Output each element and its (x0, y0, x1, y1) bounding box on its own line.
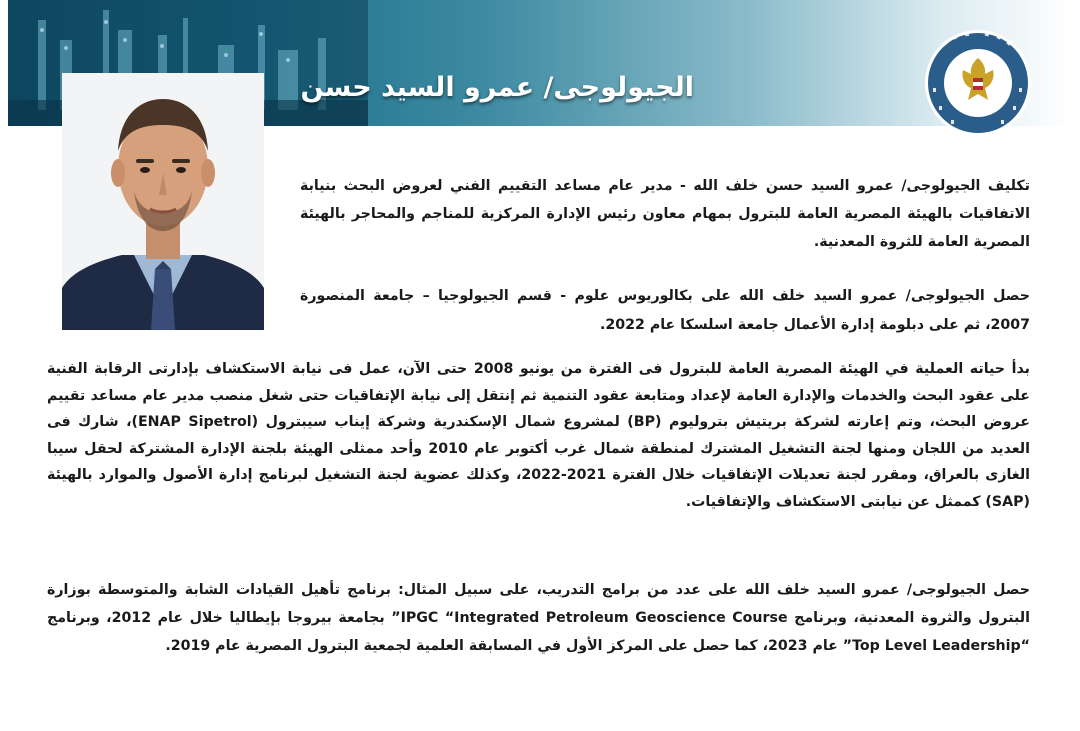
page-title: الجيولوجى/ عمرو السيد حسن (300, 72, 694, 103)
training-paragraph (47, 576, 1030, 660)
appointment-text: تكليف الجيولوجى/ عمرو السيد حسن خلف الله - مدير عام مساعد التقييم الفني لعروض البحث بنيابة الاتفاقيات بالهيئة المصرية العامة للبترول بمهام معاون رئيس الإدارة المركزية للمناجم والمحاجر بالهيئة المصرية العامة للثروة المعدنية. (300, 178, 1030, 250)
appointment-paragraph (300, 172, 1030, 256)
career-text: بدأ حياته العملية في الهيئة المصرية العامة للبترول فى الفترة من يونيو 2008 حتى الآن، عمل فى نيابة الاستكشاف بإدارتى الرقابة الفنية على عقود البحث والخدمات والإدارة العامة لإعداد ومتابعة عقود التنمية ثم إنتقل إلى نيابة الإتفاقيات حتى شغل منصب مدير عام مساعد تقييم عروض البحث، وتم إعارته لشركة بريتيش بتروليوم (BP) لمشروع شمال الإسكندرية وشركة إيناب سيبترول (ENAP Sipetrol)، شارك فى العديد من اللجان ومنها لجنة التشغيل المشترك لمنطقة شمال غرب أكتوبر عام 2010 وأحد ممثلى الهيئة بلجنة الإدارة المشتركة لحقل سيبا الغازى بالعراق، ومقرر لجنة تعديلات الإتفاقيات خلال الفترة 2021-2022، وكذلك عضوية لجنة التشغيل لبرنامج إدارة الأصول والموارد بالهيئة (SAP) كممثل عن نيابتى الاستكشاف والإتفاقيات. (47, 361, 1031, 510)
person-portrait-photo (62, 73, 264, 330)
career-paragraph (47, 356, 1030, 516)
education-text: حصل الجيولوجى/ عمرو السيد خلف الله على بكالوريوس علوم - قسم الجيولوجيا – جامعة المنصورة 2007، ثم على دبلومة إدارة الأعمال جامعة اسلسكا عام 2022. (300, 288, 1030, 333)
ministry-logo (923, 28, 1033, 138)
training-text: حصل الجيولوجى/ عمرو السيد خلف الله على عدد من برامج التدريب، على سبيل المثال: برنامج تأهيل القيادات الشابة والمتوسطة بوزارة البترول والثروة المعدنية، وبرنامج IPGC “Integrated Petroleum Geoscience Course” بجامعة بيروجا بإيطاليا خلال عام 2012، وبرنامج “Top Level Leadership” عام 2023، كما حصل على المركز الأول في المسابقة العلمية لجمعية البترول المصرية عام 2019. (47, 582, 1030, 654)
education-paragraph (300, 282, 1030, 340)
